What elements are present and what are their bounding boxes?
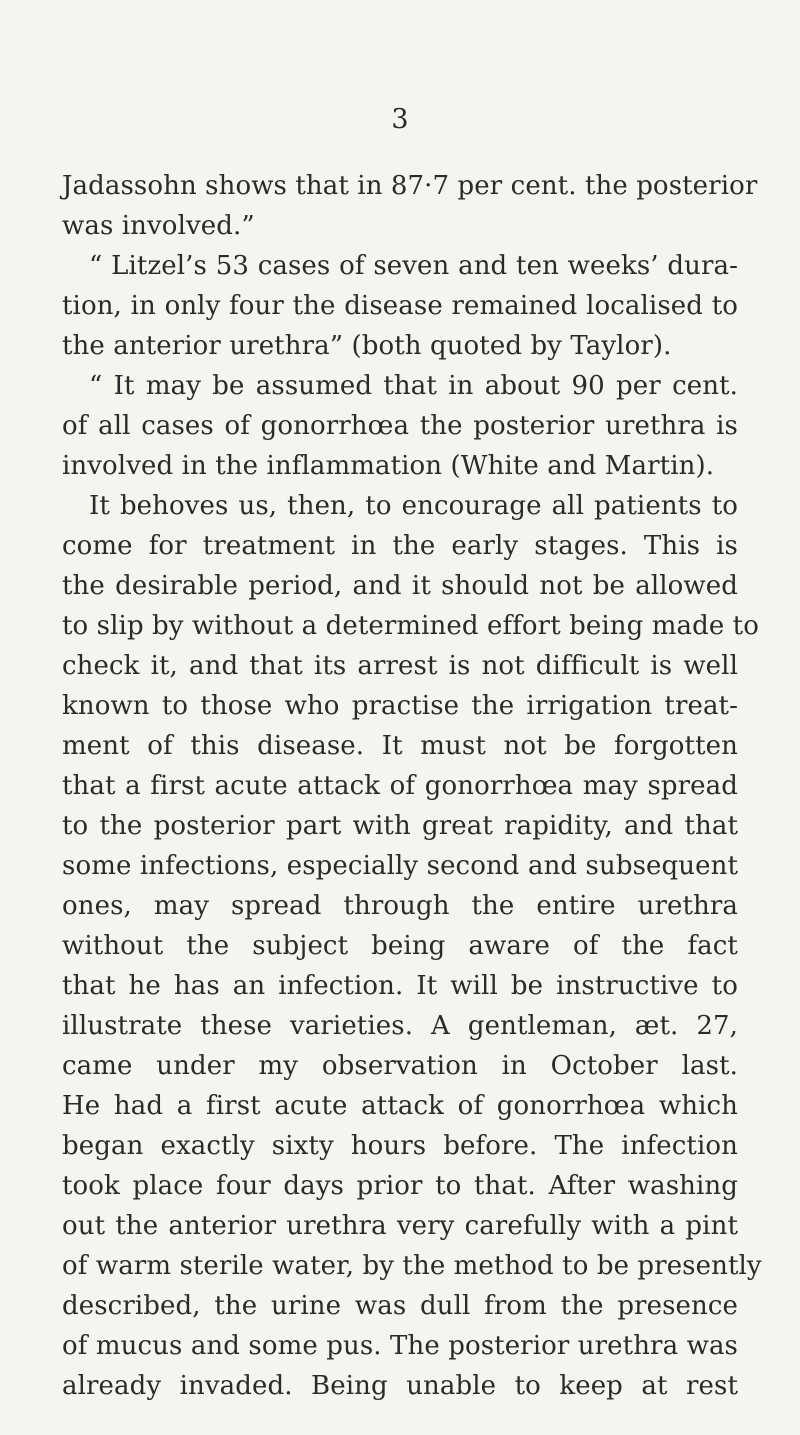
text-line: check it, and that its arrest is not difficult is well (62, 651, 738, 681)
text-line: that he has an infection. It will be instructive to (62, 971, 738, 1001)
text-line: It behoves us, then, to encourage all patients to (89, 491, 738, 521)
text-line: of mucus and some pus. The posterior urethra was (62, 1331, 738, 1361)
page-number: 3 (391, 104, 409, 135)
text-line: out the anterior urethra very carefully with a pint (62, 1211, 738, 1241)
text-line: came under my observation in October last. (62, 1051, 738, 1081)
text-line: was involved.” (62, 211, 255, 241)
text-line: Jadassohn shows that in 87·7 per cent. the posterior (62, 171, 758, 201)
text-line: to the posterior part with great rapidity, and that (62, 811, 738, 841)
text-line: known to those who practise the irrigation treat- (62, 691, 738, 721)
text-line: described, the urine was dull from the presence (62, 1291, 738, 1321)
text-line: come for treatment in the early stages. This is (62, 531, 738, 561)
text-line: “ It may be assumed that in about 90 per cent. (89, 371, 738, 401)
text-line: “ Litzel’s 53 cases of seven and ten weeks’ dura- (89, 251, 738, 281)
text-line: without the subject being aware of the fact (62, 931, 738, 961)
text-line: already invaded. Being unable to keep at rest (62, 1371, 738, 1401)
text-line: ones, may spread through the entire urethra (62, 891, 738, 921)
text-line: the desirable period, and it should not be allowed (62, 571, 738, 601)
text-line: began exactly sixty hours before. The infection (62, 1131, 738, 1161)
text-line: the anterior urethra” (both quoted by Taylor). (62, 331, 672, 361)
text-line: of warm sterile water, by the method to be presently (62, 1251, 762, 1281)
text-line: that a first acute attack of gonorrhœa may spread (62, 771, 738, 801)
text-line: to slip by without a determined effort being made to (62, 611, 759, 641)
text-line: took place four days prior to that. After washing (62, 1171, 738, 1201)
text-line: tion, in only four the disease remained localised to (62, 291, 738, 321)
text-line: some infections, especially second and subsequent (62, 851, 738, 881)
text-line: illustrate these varieties. A gentleman, æt. 27, (62, 1011, 738, 1041)
text-line: of all cases of gonorrhœa the posterior urethra is (62, 411, 738, 441)
text-line: involved in the inflammation (White and Martin). (62, 451, 715, 481)
text-line: He had a first acute attack of gonorrhœa which (62, 1091, 738, 1121)
text-line: ment of this disease. It must not be forgotten (62, 731, 738, 761)
